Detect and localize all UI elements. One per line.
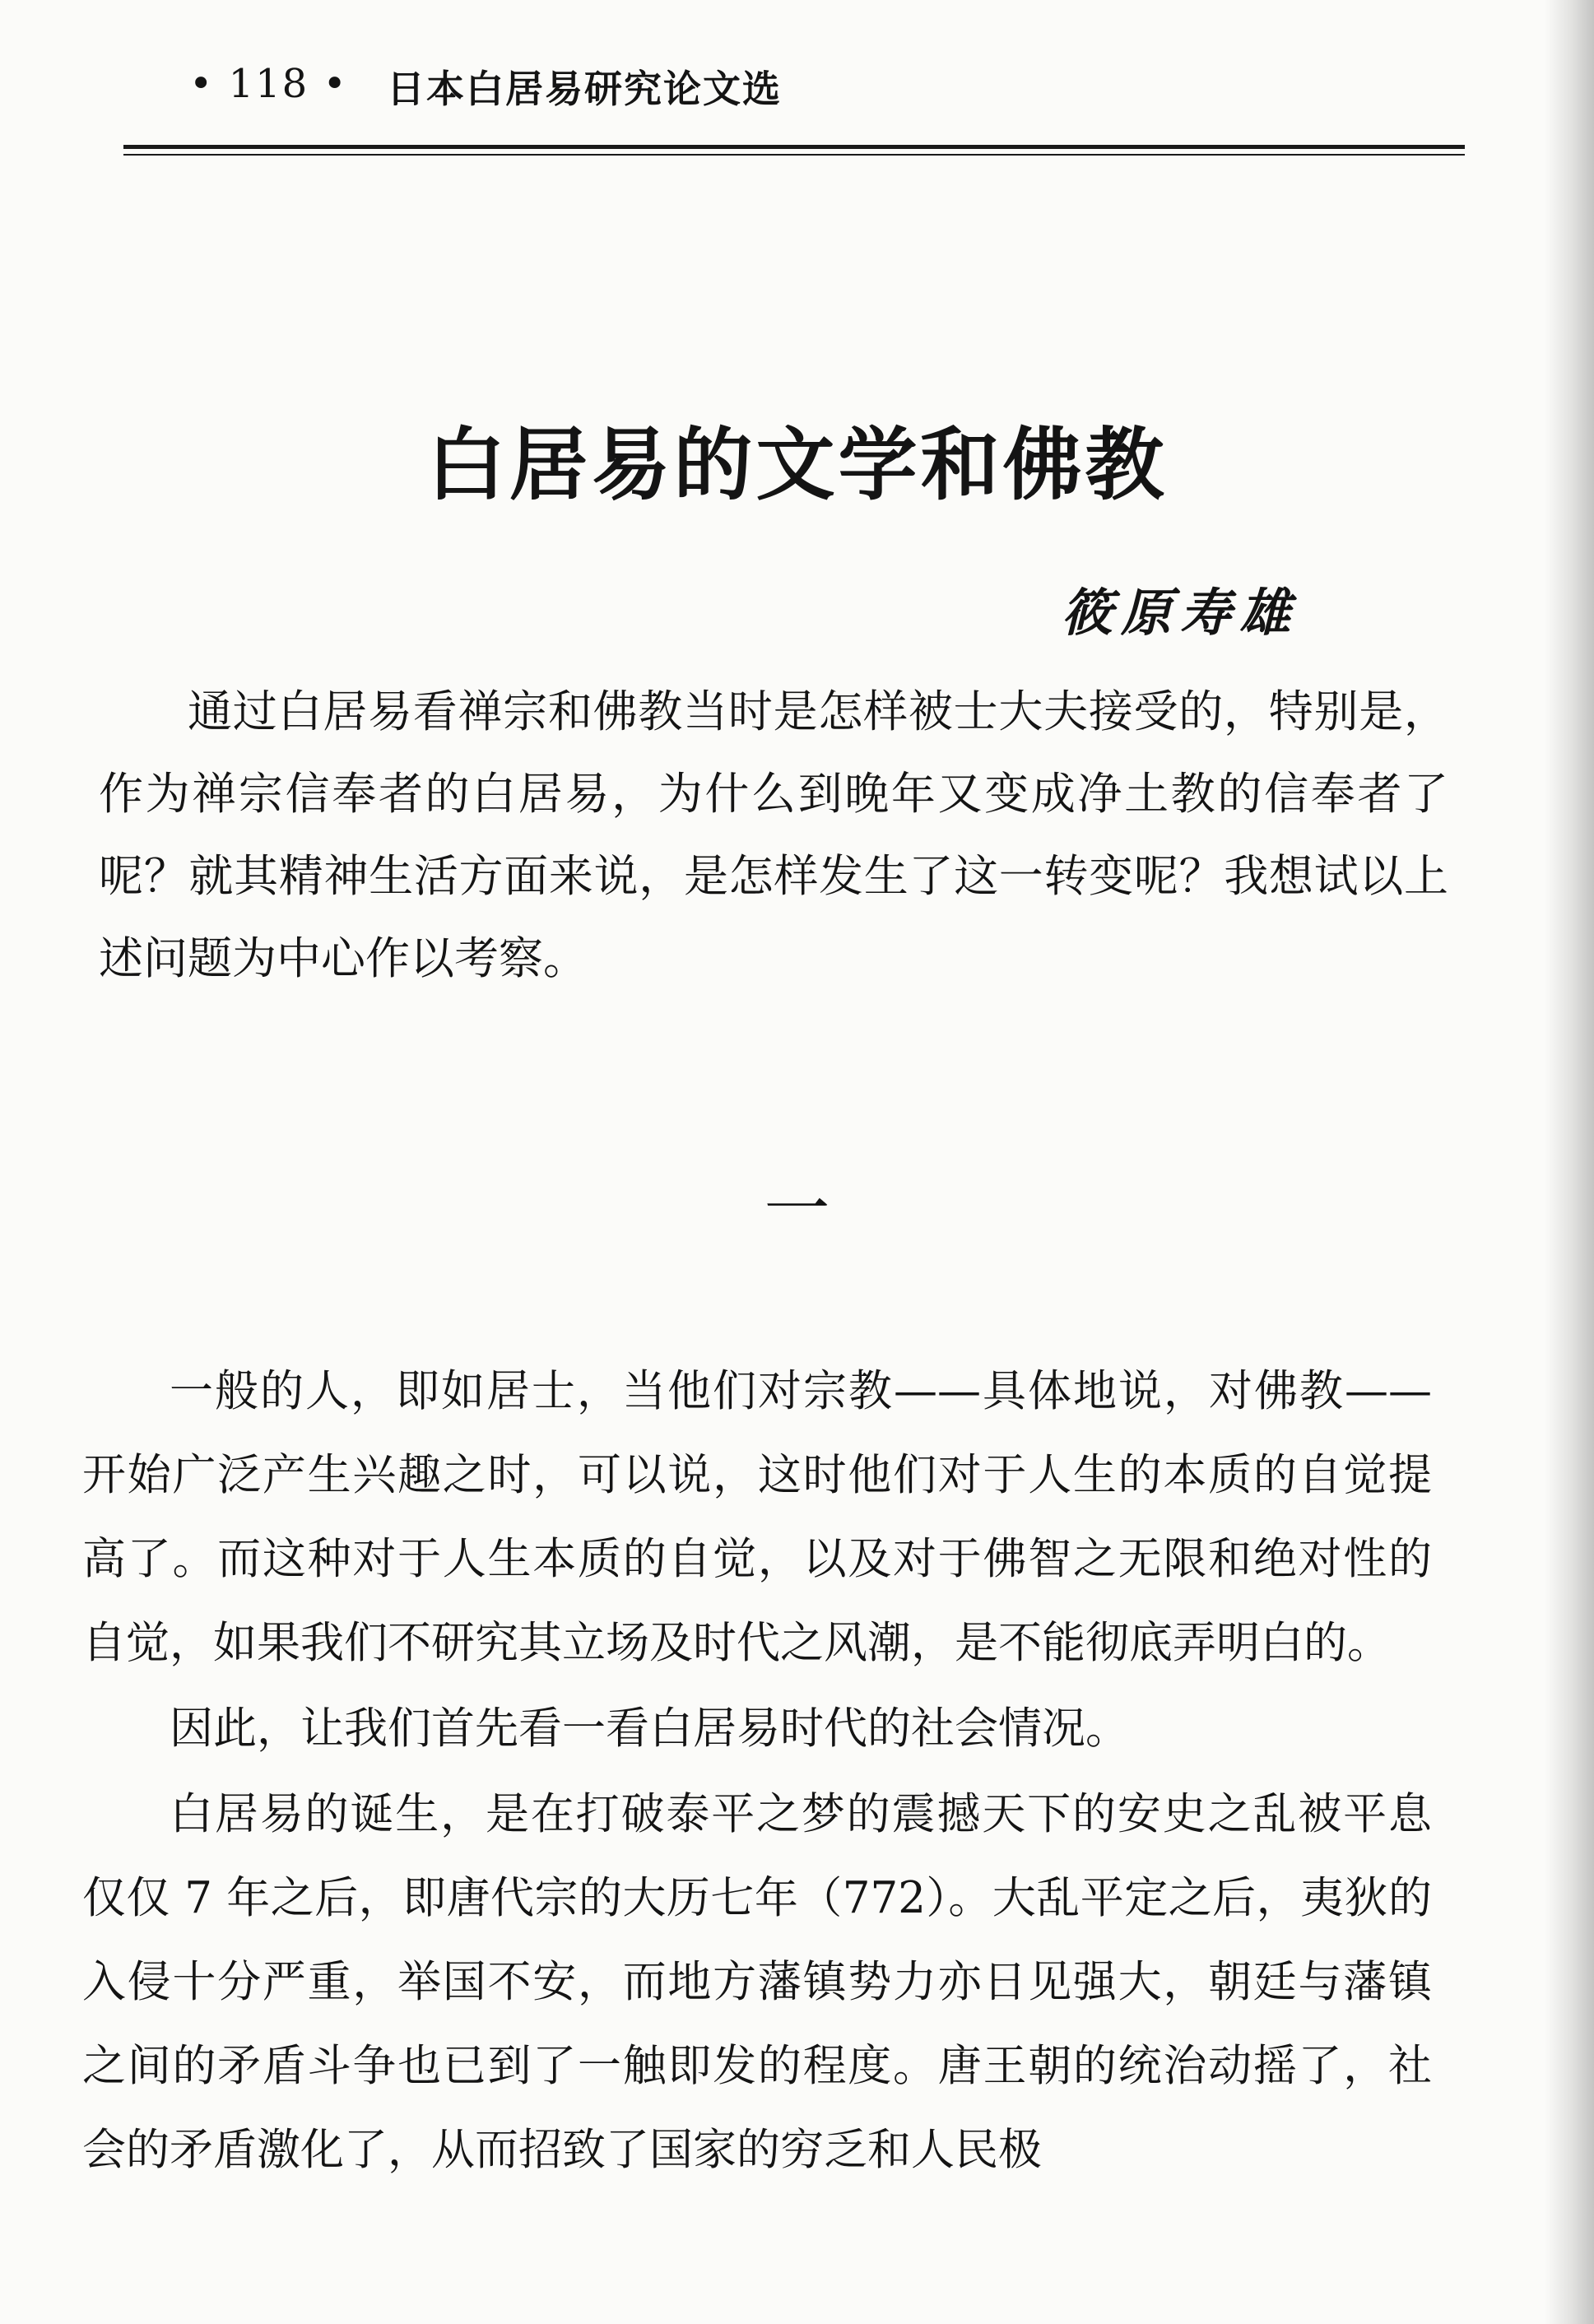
body-text bbox=[82, 1350, 1432, 2194]
abstract-paragraph: 通过白居易看禅宗和佛教当时是怎样被士大夫接受的，特别是，作为禅宗信奉者的白居易，为什么到晚年又变成净土教的信奉者了呢？就其精神生活方面来说，是怎样发生了这一转变呢？我想试以上述问题为中心作以考察。 bbox=[99, 686, 1448, 984]
page-number: • 118 • bbox=[189, 61, 348, 107]
abstract bbox=[99, 671, 1448, 1000]
header-rule-thin bbox=[123, 154, 1465, 156]
author-name: 筱原寿雄 bbox=[1062, 583, 1299, 643]
header-rule bbox=[123, 145, 1465, 149]
running-header bbox=[123, 58, 1465, 123]
section-number: 一 bbox=[764, 1171, 830, 1248]
body-paragraph: 因此，让我们首先看一看白居易时代的社会情况。 bbox=[170, 1703, 1129, 1754]
book-title: 日本白居易研究论文选 bbox=[387, 67, 782, 111]
body-paragraph: 一般的人，即如居士，当他们对宗教——具体地说，对佛教——开始广泛产生兴趣之时，可以说，这时他们对于人生的本质的自觉提高了。而这种对于人生本质的自觉，以及对于佛智之无限和绝对性的自觉，如果我们不研究其立场及时代之风潮，是不能彻底弄明白的。 bbox=[82, 1366, 1432, 1668]
article-title: 白居易的文学和佛教 bbox=[426, 418, 1168, 511]
body-paragraph: 白居易的诞生，是在打破泰平之梦的震撼天下的安史之乱被平息仅仅 7 年之后，即唐代宗的大历七年（772）。大乱平定之后，夷狄的入侵十分严重，举国不安，而地方藩镇势力亦日见强大，朝廷与藩镇之间的矛盾斗争也已到了一触即发的程度。唐王朝的统治动摇了，社会的矛盾激化了，从而招致了国家的穷乏和人民极 bbox=[82, 1789, 1432, 2175]
